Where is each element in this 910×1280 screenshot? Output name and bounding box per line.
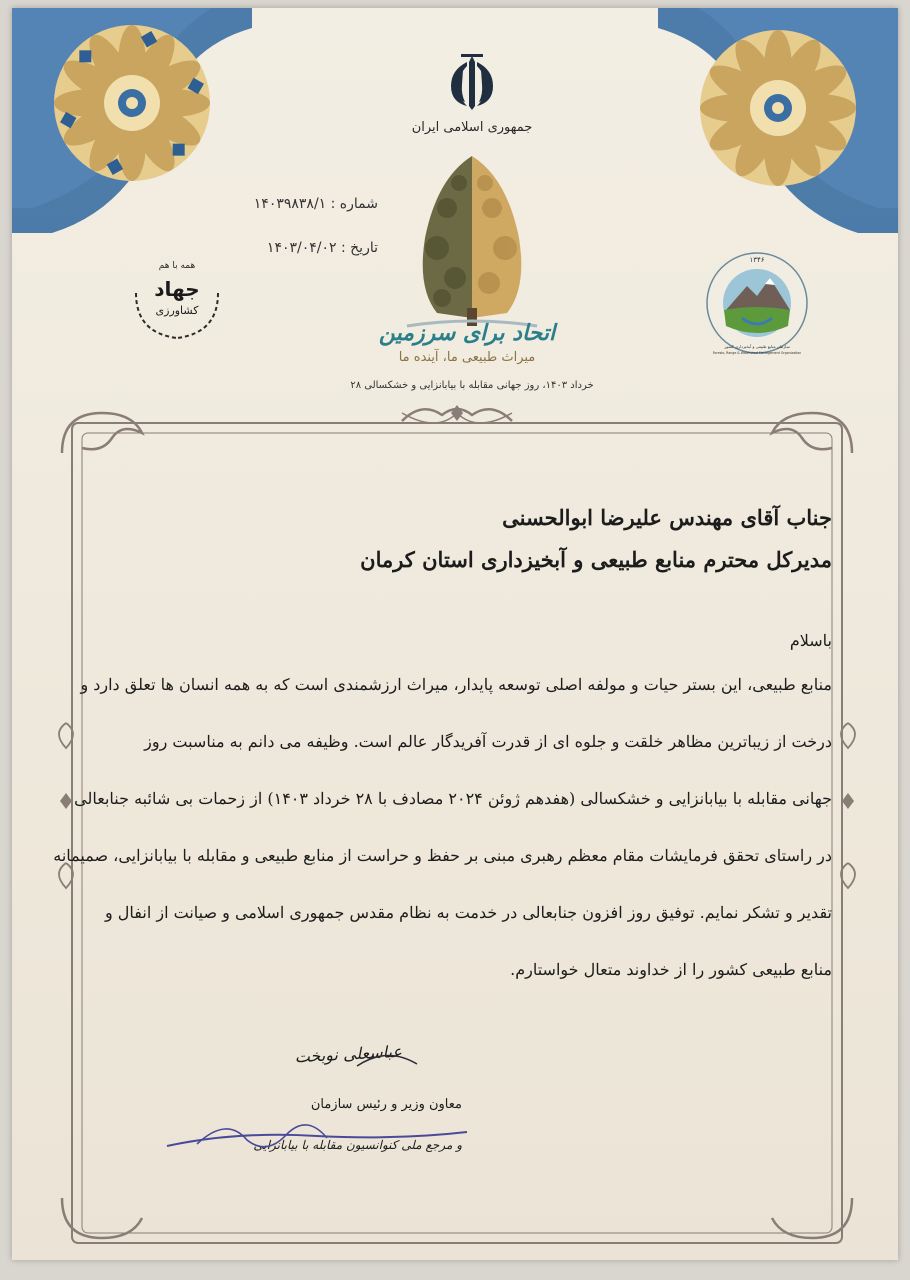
logo-sub-word: کشاورزی xyxy=(155,304,199,317)
letter-date: تاریخ : ۱۴۰۳/۰۴/۰۲ xyxy=(266,240,378,256)
cypress-tree-illustration xyxy=(397,148,547,333)
letter-number: شماره : ۱۴۰۳۹۸۳۸/۱ xyxy=(253,196,378,212)
logo-slogan: همه با هم xyxy=(158,261,196,271)
body-line: منابع طبیعی، این بستر حیات و مولفه اصلی توسعه پایدار، میراث ارزشمندی است که به همه انسان ها تعلق دارد و xyxy=(80,675,832,694)
addressee-name: جناب آقای مهندس علیرضا ابوالحسنی xyxy=(502,505,832,530)
addressee-title: مدیرکل محترم منابع طبیعی و آبخیزداری استان کرمان xyxy=(360,547,832,572)
body-line: منابع طبیعی کشور را از خداوند متعال خواستارم. xyxy=(510,960,832,979)
iran-emblem-icon xyxy=(437,48,507,118)
logo-main-word: جهاد xyxy=(154,277,200,301)
signatory-role: و مرجع ملی کنوانسیون مقابله با بیابانزایی xyxy=(253,1138,462,1152)
corner-ornament-left xyxy=(12,8,252,238)
certificate-paper xyxy=(12,8,898,1260)
country-name: جمهوری اسلامی ایران xyxy=(411,120,533,135)
corner-ornament-right xyxy=(658,8,898,238)
forests-organization-logo xyxy=(702,248,812,358)
body-line: جهانی مقابله با بیابانزایی و خشکسالی (هفدهم ژوئن ۲۰۲۴ مصادف با ۲۸ خرداد ۱۴۰۳) از زحمات بی شائبه جنابعالی xyxy=(74,789,832,808)
signatory-name: عباسعلی نوبخت xyxy=(294,1041,403,1067)
jahad-keshavarzi-logo xyxy=(122,238,232,348)
occasion-line: ۲۸ خرداد ۱۴۰۳، روز جهانی مقابله با بیابانزایی و خشکسالی xyxy=(350,380,594,391)
body-line: درخت از زیباترین مظاهر خلقت و جلوه ای از قدرت آفریدگار عالم است. وظیفه می دانم به مناسبت روز xyxy=(144,732,832,751)
logo-org-english: Forests, Range & Watershed Management Organization xyxy=(712,351,802,355)
signatory-title: معاون وزیر و رئیس سازمان xyxy=(310,1097,462,1112)
body-line: تقدیر و تشکر نمایم. توفیق روز افزون جنابعالی در خدمت به نظام مقدس جمهوری اسلامی و صیانت از انفال و xyxy=(104,903,832,922)
letter-body xyxy=(53,498,832,998)
logo-org-name: سازمان منابع طبیعی و آبخیزداری کشور xyxy=(724,344,790,349)
logo-year: ۱۳۴۶ xyxy=(749,256,765,264)
greeting: باسلام xyxy=(789,631,832,650)
signature-block xyxy=(162,1041,462,1152)
body-line: در راستای تحقق فرمایشات مقام معظم رهبری مبنی بر حفظ و حراست از منابع طبیعی و مقابله با بیابانزایی، صمیمانه xyxy=(53,846,832,865)
campaign-title: اتحاد برای سرزمین xyxy=(378,320,556,346)
campaign-subtitle: میراث طبیعی ما، آینده ما xyxy=(398,350,536,365)
